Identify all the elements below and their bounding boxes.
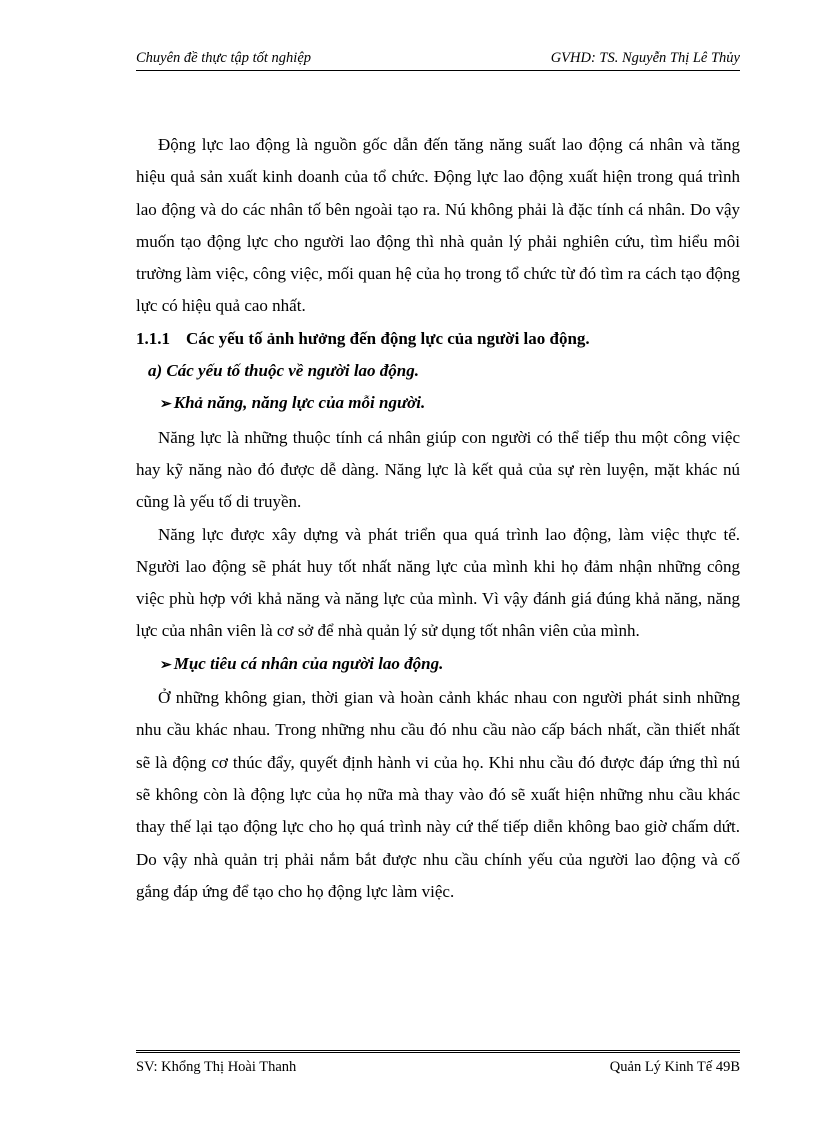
ability-paragraph-2: Năng lực được xây dựng và phát triển qua quá trình lao động, làm việc thực tế. Người lao động sẽ phát huy tốt nhất năng lực của mình khi họ đảm nhận những công việc phù hợp với khả năng và năng lực của mình. Vì vậy đánh giá đúng khả năng, năng lực của nhân viên là cơ sở để nhà quản lý sử dụng tốt nhân viên của mình.: [136, 524, 740, 641]
intro-paragraph: Động lực lao động là nguồn gốc dẫn đến tăng năng suất lao động cá nhân và tăng hiệu quả sản xuất kinh doanh của tổ chức. Động lực lao động xuất hiện trong quá trình lao động và do các nhân tố bên ngoài tạo ra. Nú không phải là đặc tính cá nhân. Do vậy muốn tạo động lực cho người lao động thì nhà quản lý phải nghiên cứu, tìm hiểu môi trường làm việc, công việc, mối quan hệ của họ trong tổ chức từ đó tìm ra cách tạo động lực có hiệu quả cao nhất.: [136, 135, 740, 316]
section-number: 1.1.1: [136, 328, 170, 348]
section-heading: [136, 323, 740, 355]
footer-class: Quản Lý Kinh Tế 49B: [609, 1059, 740, 1075]
header-supervisor: GVHD: TS. Nguyễn Thị Lê Thủy: [550, 50, 740, 66]
bullet-heading-ability: [136, 387, 740, 421]
bullet-ability-text: Khả năng, năng lực của mỗi người.: [173, 393, 426, 413]
subsection-heading: a) Các yếu tố thuộc về người lao động.: [148, 361, 419, 381]
goals-paragraph: Ở những không gian, thời gian và hoàn cảnh khác nhau con người phát sinh những nhu cầu khác nhau. Trong những nhu cầu đó nhu cầu nào cấp bách nhất, cần thiết nhất sẽ là động cơ thúc đẩy, quyết định hành vi của họ. Khi nhu cầu đó được đáp ứng thì nú sẽ không còn là động lực của họ nữa mà thay vào đó sẽ xuất hiện những nhu cầu khác thay thế lại tạo động lực cho họ quá trình này cứ thế tiếp diễn không bao giờ chấm dứt. Do vậy nhà quản trị phải nắm bắt được nhu cầu chính yếu của người lao động và cố gắng đáp ứng để tạo cho họ động lực làm việc.: [136, 688, 740, 901]
bullet-goals-text: Mục tiêu cá nhân của người lao động.: [173, 653, 444, 673]
arrow-bullet-icon: ➢: [160, 397, 172, 413]
section-title: Các yếu tố ảnh hưởng đến động lực của người lao động.: [186, 328, 590, 348]
ability-paragraph-1: Năng lực là những thuộc tính cá nhân giúp con người có thể tiếp thu một công việc hay kỹ năng nào đó được dễ dàng. Năng lực là kết quả của sự rèn luyện, mặt khác nú cũng là yếu tố di truyền.: [136, 427, 740, 512]
arrow-bullet-icon: ➢: [160, 657, 172, 673]
page-footer: [136, 1050, 740, 1083]
bullet-heading-goals: [136, 648, 740, 682]
page-header: [136, 50, 740, 71]
document-body: [136, 129, 740, 908]
footer-student-name: SV: Khổng Thị Hoài Thanh: [136, 1059, 297, 1075]
header-document-title: Chuyên đề thực tập tốt nghiệp: [136, 50, 312, 66]
